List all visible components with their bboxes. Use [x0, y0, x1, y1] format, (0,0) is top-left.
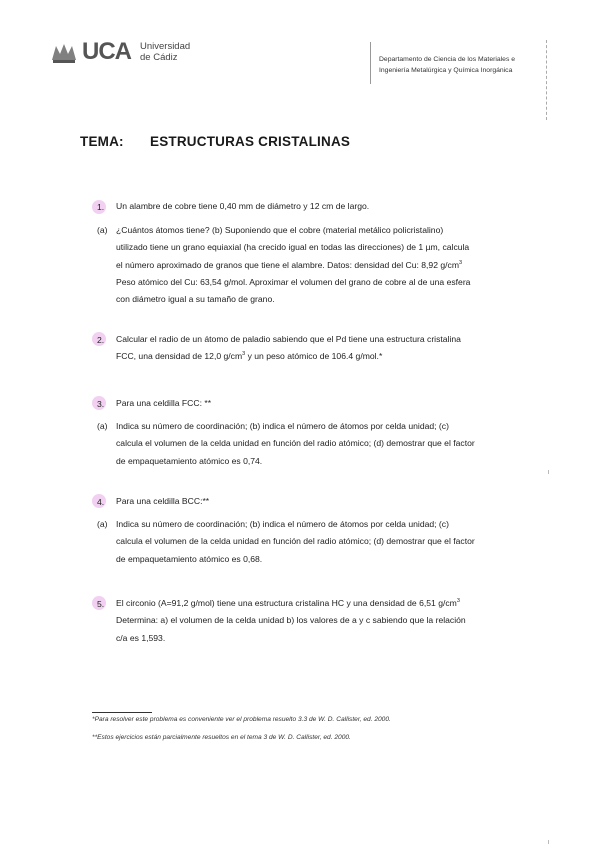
problem-4-line: Indica su número de coordinación; (b) indica el número de átomos por celda unidad; (c) — [116, 519, 449, 529]
problem-3-line: de empaquetamiento atómico es 0,74. — [116, 455, 263, 466]
scan-edge — [546, 40, 547, 120]
problem-3-body — [116, 418, 521, 470]
university-name — [140, 41, 210, 63]
problem-1-intro: Un alambre de cobre tiene 0,40 mm de diámetro y 12 cm de largo. — [116, 201, 370, 211]
crown-emblem-icon — [52, 44, 76, 63]
header-divider — [370, 42, 371, 84]
problem-1-part-label: (a) — [97, 225, 108, 235]
tema-label: TEMA: — [80, 134, 124, 149]
problem-1-body — [116, 222, 521, 308]
problem-3-line: calcula el volumen de la celda unidad en función del radio atómico; (d) demostrar que el factor — [116, 438, 475, 449]
problem-1-line: utilizado tiene un grano equiaxial (ha crecido igual en todas las direcciones) de 1 µm, calcula — [116, 242, 470, 253]
problem-5-line: Determina: a) el volumen de la celda unidad b) los valores de a y c sabiendo que la relación — [116, 615, 466, 626]
page-title: ESTRUCTURAS CRISTALINAS — [150, 134, 351, 149]
dept-line1: Departamento de Ciencia de los Materiales e — [379, 56, 516, 63]
superscript: 3 — [459, 259, 463, 266]
problem-1-line: Peso atómico del Cu: 63,54 g/mol. Aproximar el volumen del grano de cobre al de una esfera — [116, 276, 471, 287]
scan-mark — [548, 840, 549, 844]
problem-4-number: 4. — [97, 497, 105, 507]
footnote-divider — [92, 712, 152, 713]
problem-3-line: Indica su número de coordinación; (b) indica el número de átomos por celda unidad; (c) — [116, 421, 449, 431]
problem-5-line-text: El circonio (A=91,2 g/mol) tiene una estructura cristalina HC y una densidad de 6,51 g/cm — [116, 598, 457, 608]
footnote-1: *Para resolver este problema es conveniente ver el problema resuelto 3.3 de W. D. Callister, ed. 2000. — [92, 716, 391, 723]
problem-4-part-label: (a) — [97, 519, 108, 529]
footnote-2: **Estos ejercicios están parcialmente resueltos en el tema 3 de W. D. Callister, ed. 2000. — [92, 734, 351, 741]
superscript: 3 — [242, 351, 246, 358]
problem-3-part-label: (a) — [97, 421, 108, 431]
logo-text: UCA — [82, 38, 131, 65]
problem-2-body — [116, 331, 521, 366]
problem-3-number: 3. — [97, 399, 105, 409]
problem-4-line: de empaquetamiento atómico es 0,68. — [116, 553, 263, 564]
problem-5-body — [116, 595, 526, 647]
problem-5-line: c/a es 1,593. — [116, 632, 166, 643]
university-line1: Universidad — [140, 41, 191, 52]
scan-mark — [548, 470, 549, 474]
problem-1-line — [116, 257, 521, 274]
problem-1-line: con diámetro igual a su tamaño de grano. — [116, 294, 275, 305]
problem-4-line: calcula el volumen de la celda unidad en función del radio atómico; (d) demostrar que el factor — [116, 536, 475, 547]
problem-5-number: 5. — [97, 599, 105, 609]
superscript: 3 — [456, 598, 460, 605]
problem-2-line: Calcular el radio de un átomo de paladio sabiendo que el Pd tiene una estructura cristalina — [116, 334, 461, 344]
problem-2-line — [116, 348, 521, 365]
university-line2: de Cádiz — [140, 52, 178, 63]
problem-4-intro: Para una celdilla BCC:** — [116, 496, 210, 506]
dept-line2: Ingeniería Metalúrgica y Química Inorgánica — [379, 67, 513, 74]
problem-4-body — [116, 516, 521, 568]
problem-2-number: 2. — [97, 335, 105, 345]
problem-1-line-text: el número aproximado de granos que tiene el alambre. Datos: densidad del Cu: 8,92 g/cm — [116, 259, 459, 270]
problem-2-line-text: y un peso atómico de 106.4 g/mol.* — [245, 351, 383, 362]
problem-1-number: 1. — [97, 202, 105, 212]
problem-2-line-text: FCC, una densidad de 12,0 g/cm — [116, 351, 243, 362]
problem-3-intro: Para una celdilla FCC: ** — [116, 398, 212, 408]
problem-5-line — [116, 595, 526, 612]
problem-1-line: ¿Cuántos átomos tiene? (b) Suponiendo que el cobre (material metálico policristalino) — [116, 225, 444, 235]
department-name — [379, 54, 549, 76]
